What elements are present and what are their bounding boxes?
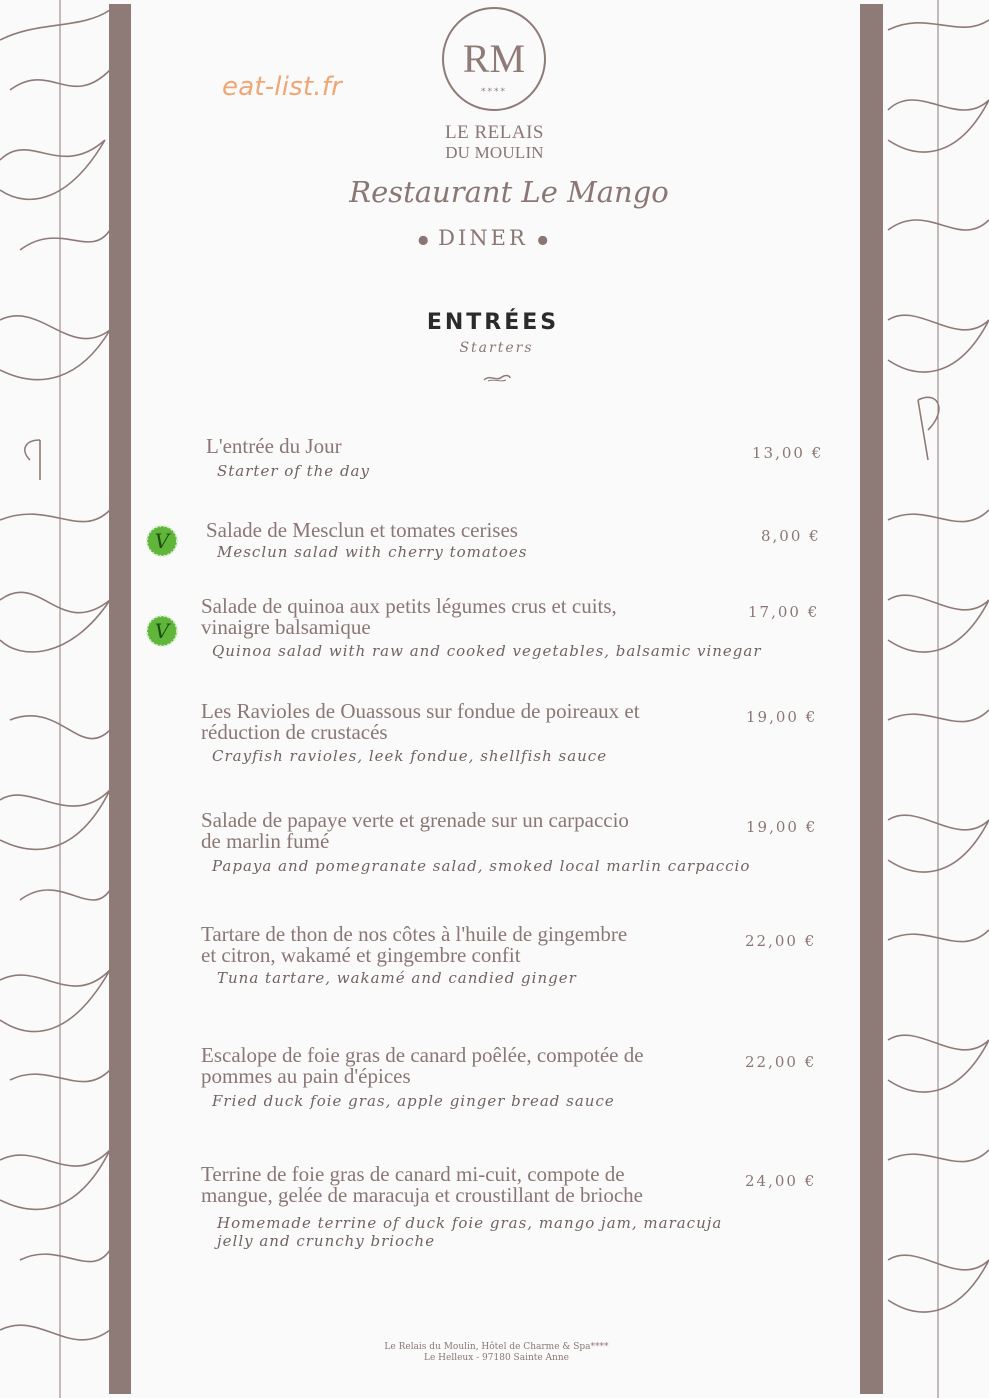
dish-name-line2: mangue, gelée de maracuja et croustillant de brioche: [201, 1183, 643, 1207]
dish-price: 24,00 €: [745, 1172, 817, 1190]
dish-price: 17,00 €: [748, 603, 820, 621]
dish-description: Mesclun salad with cherry tomatoes: [217, 543, 528, 561]
footer-line1: Le Relais du Moulin, Hôtel de Charme & Spa****: [384, 1342, 609, 1352]
section-title: ENTRÉES: [426, 310, 560, 335]
dish-description: Starter of the day: [217, 462, 370, 480]
bullet-icon: ●: [537, 232, 548, 247]
dish-name-line2: de marlin fumé: [201, 829, 330, 853]
dish-price: 13,00 €: [752, 444, 824, 462]
logo-monogram: RM: [462, 36, 526, 81]
dish-name: Salade de papaye verte et grenade sur un carpaccio: [201, 808, 629, 832]
dish-description: Papaya and pomegranate salad, smoked local marlin carpaccio: [212, 857, 751, 875]
bullet-icon: ●: [418, 232, 429, 247]
footer: [0, 1342, 989, 1364]
dish-name: Escalope de foie gras de canard poêlée, compotée de: [201, 1043, 644, 1067]
dish-name: Terrine de foie gras de canard mi-cuit, compote de: [201, 1162, 625, 1186]
vegetarian-icon: [146, 615, 178, 647]
dish-price: 22,00 €: [745, 1053, 817, 1071]
ornament-icon: [482, 372, 512, 384]
dish-description: Quinoa salad with raw and cooked vegetables, balsamic vinegar: [212, 642, 762, 660]
dish-price: 19,00 €: [746, 818, 818, 836]
hotel-name-line2: DU MOULIN: [445, 143, 544, 162]
dish-description: Fried duck foie gras, apple ginger bread sauce: [212, 1092, 615, 1110]
dish-description: Tuna tartare, wakamé and candied ginger: [217, 969, 577, 987]
monogram-icon: [441, 6, 547, 112]
dish-name-line2: vinaigre balsamique: [201, 615, 371, 639]
dish-description: Homemade terrine of duck foie gras, mango jam, maracuja: [217, 1214, 723, 1232]
dish-price: 22,00 €: [745, 932, 817, 950]
vegetarian-badge-letter: V: [154, 619, 170, 643]
dish-name-line2: pommes au pain d'épices: [201, 1064, 411, 1088]
dish-name: Tartare de thon de nos côtes à l'huile de gingembre: [201, 922, 628, 946]
service-label: [0, 226, 966, 250]
left-frame-bar: [109, 4, 131, 1394]
hotel-logo: [441, 6, 547, 112]
dish-name: Les Ravioles de Ouassous sur fondue de poireaux et: [201, 699, 640, 723]
dish-price: 19,00 €: [746, 708, 818, 726]
dish-name-line2: réduction de crustacés: [201, 720, 388, 744]
dish-name: Salade de Mesclun et tomates cerises: [206, 518, 518, 542]
vegetarian-icon: [146, 525, 178, 557]
dish-description: Crayfish ravioles, leek fondue, shellfish sauce: [212, 747, 608, 765]
logo-stars: ****: [481, 87, 507, 97]
dish-name: L'entrée du Jour: [206, 434, 342, 458]
dish-name-line2: et citron, wakamé et gingembre confit: [201, 943, 521, 967]
dish-price: 8,00 €: [761, 527, 821, 545]
hotel-name-line1: LE RELAIS: [445, 122, 544, 143]
restaurant-name: Restaurant Le Mango: [349, 175, 669, 209]
dish-description-line2: jelly and crunchy brioche: [217, 1232, 436, 1250]
watermark-text: eat-list.fr: [222, 72, 342, 102]
service-text: DINER: [438, 226, 528, 250]
right-frame-bar: [860, 4, 883, 1394]
section-subtitle: Starters: [459, 340, 534, 356]
dish-name: Salade de quinoa aux petits légumes crus et cuits,: [201, 594, 617, 618]
footer-line2: Le Helleux - 97180 Sainte Anne: [424, 1353, 569, 1363]
vegetarian-badge-letter: V: [154, 529, 170, 553]
